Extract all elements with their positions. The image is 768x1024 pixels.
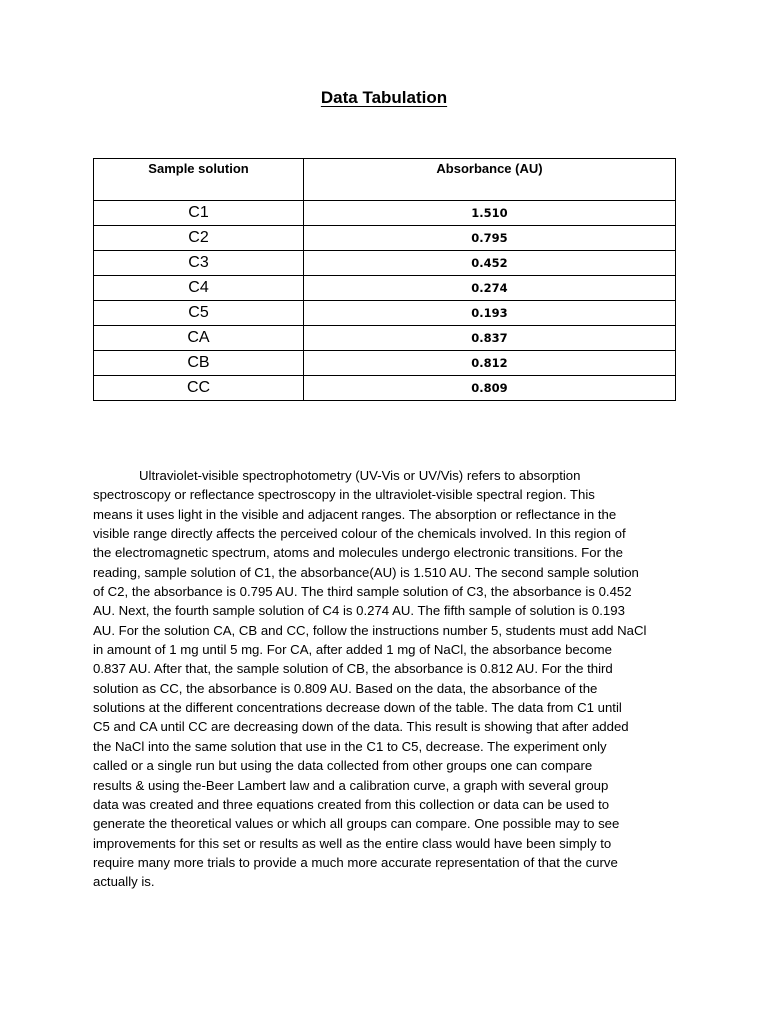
paragraph-line: called or a single run but using the data collected from other groups one can compare <box>93 758 593 774</box>
table-row <box>94 226 676 251</box>
paragraph-line: generate the theoretical values or which all groups can compare. One possible may to see <box>93 816 620 832</box>
sample-cell: CA <box>94 326 304 351</box>
absorbance-cell: 0.274 <box>304 276 676 301</box>
table-row <box>94 201 676 226</box>
paragraph-line: reading, sample solution of C1, the absorbance(AU) is 1.510 AU. The second sample solution <box>93 564 639 580</box>
paragraph-line: solutions at the different concentrations decrease down of the table. The data from C1 until <box>93 700 622 716</box>
table-header-row <box>94 159 676 201</box>
paragraph-line: 0.837 AU. After that, the sample solution of CB, the absorbance is 0.812 AU. For the third <box>93 661 613 677</box>
absorbance-cell: 0.193 <box>304 301 676 326</box>
paragraph-line: data was created and three equations created from this collection or data can be used to <box>93 796 610 812</box>
sample-cell: C3 <box>94 251 304 276</box>
paragraph-line: AU. Next, the fourth sample solution of C4 is 0.274 AU. The fifth sample of solution is 0.193 <box>93 603 625 619</box>
paragraph-line: the electromagnetic spectrum, atoms and molecules undergo electronic transitions. For the <box>93 545 623 561</box>
paragraph-line: require many more trials to provide a much more accurate representation of that the curve <box>93 854 618 870</box>
header-absorbance: Absorbance (AU) <box>304 159 676 201</box>
paragraph-line: C5 and CA until CC are decreasing down of the data. This result is showing that after added <box>93 719 629 735</box>
paragraph-line: Ultraviolet-visible spectrophotometry (UV-Vis or UV/Vis) refers to absorption <box>139 468 581 483</box>
table-row <box>94 276 676 301</box>
paragraph-line: AU. For the solution CA, CB and CC, follow the instructions number 5, students must add NaCl <box>93 622 647 638</box>
paragraph-line: visible range directly affects the perceived colour of the chemicals involved. In this region of <box>93 526 626 542</box>
table-row <box>94 301 676 326</box>
paragraph-line: in amount of 1 mg until 5 mg. For CA, after added 1 mg of NaCl, the absorbance become <box>93 642 612 658</box>
sample-cell: C2 <box>94 226 304 251</box>
absorbance-table <box>93 158 676 401</box>
absorbance-cell: 0.809 <box>304 376 676 401</box>
paragraph-line: results & using the-Beer Lambert law and a calibration curve, a graph with several group <box>93 777 609 793</box>
sample-cell: C1 <box>94 201 304 226</box>
sample-cell: CC <box>94 376 304 401</box>
absorbance-cell: 0.452 <box>304 251 676 276</box>
paragraph-line: solution as CC, the absorbance is 0.809 AU. Based on the data, the absorbance of the <box>93 680 598 696</box>
paragraph-line: the NaCl into the same solution that use in the C1 to C5, decrease. The experiment only <box>93 738 607 754</box>
table-row <box>94 326 676 351</box>
paragraph-line: actually is. <box>93 874 155 890</box>
absorbance-cell: 0.795 <box>304 226 676 251</box>
absorbance-cell: 0.837 <box>304 326 676 351</box>
page-title: Data Tabulation <box>320 88 448 107</box>
sample-cell: CB <box>94 351 304 376</box>
table-row <box>94 376 676 401</box>
absorbance-cell: 1.510 <box>304 201 676 226</box>
table-row <box>94 251 676 276</box>
paragraph-line: means it uses light in the visible and adjacent ranges. The absorption or reflectance in the <box>93 506 617 522</box>
paragraph-line: spectroscopy or reflectance spectroscopy in the ultraviolet-visible spectral region. This <box>93 487 595 503</box>
absorbance-cell: 0.812 <box>304 351 676 376</box>
table-row <box>94 351 676 376</box>
paragraph-line: improvements for this set or results as well as the entire class would have been simply to <box>93 835 612 851</box>
paragraph-line: of C2, the absorbance is 0.795 AU. The third sample solution of C3, the absorbance is 0.452 <box>93 584 632 600</box>
sample-cell: C5 <box>94 301 304 326</box>
discussion-paragraph <box>93 466 675 892</box>
sample-cell: C4 <box>94 276 304 301</box>
header-sample-solution: Sample solution <box>94 159 304 201</box>
